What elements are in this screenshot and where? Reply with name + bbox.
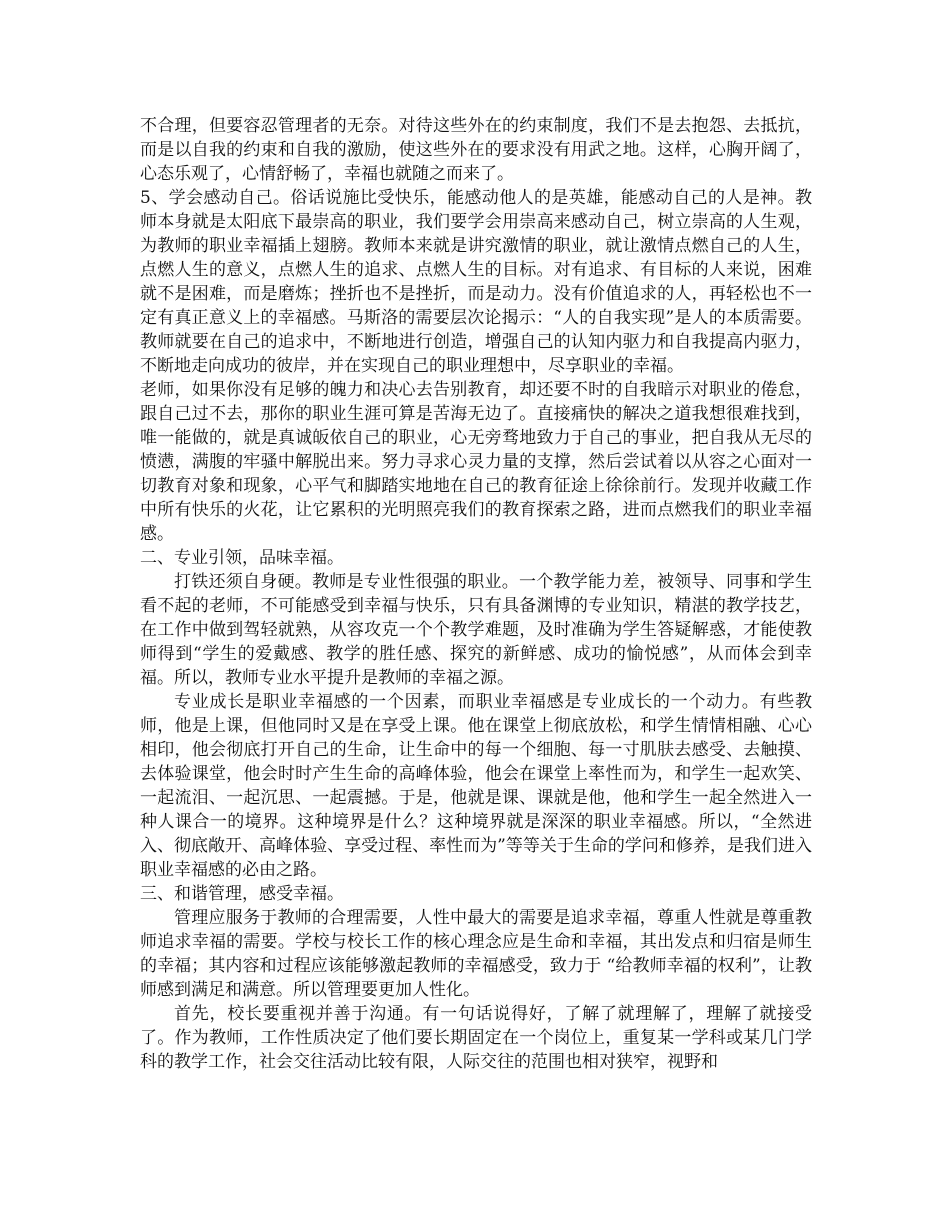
- section-heading-management: 三、和谐管理，感受幸福。: [140, 884, 344, 904]
- paragraph-professional-skill: 打铁还须自身硬。教师是专业性很强的职业。一个教学能力差，被领导、同事和学生看不起的老师，不可能感受到幸福与快乐，只有具备渊博的专业知识，精湛的教学技艺，在工作中做到驾轻就熟，从容攻克一个个教学难题，及时准确为学生答疑解惑，才能使教师得到“学生的爱戴感、教学的胜任感、探究的新鲜感、成功的愉悦感”，从而体会到幸福。所以，教师专业水平提升是教师的幸福之源。: [140, 572, 812, 688]
- paragraph-professional-growth: 专业成长是职业幸福感的一个因素，而职业幸福感是专业成长的一个动力。有些教师，他是上课，但他同时又是在享受上课。他在课堂上彻底放松，和学生情情相融、心心相印，他会彻底打开自己的生命，让生命中的每一个细胞、每一寸肌肤去感受、去触摸、去体验课堂，他会时时产生生命的高峰体验，他会在课堂上率性而为，和学生一起欢笑、一起流泪、一起沉思、一起震撼。于是，他就是课、课就是他，他和学生一起全然进入一种人课合一的境界。这种境界是什么？这种境界就是深深的职业幸福感。所以，“全然进入、彻底敞开、高峰体验、享受过程、率性而为”等等关于生命的学问和修养，是我们进入职业幸福感的必由之路。: [140, 692, 812, 880]
- paragraph-teacher-advice: 老师，如果你没有足够的魄力和决心去告别教育，却还要不时的自我暗示对职业的倦怠，跟自己过不去，那你的职业生涯可算是苦海无边了。直接痛快的解决之道我想很难找到，唯一能做的，就是真诚皈依自己的职业，心无旁骛地致力于自己的事业，把自我从无尽的愤懑，满腹的牢骚中解脱出来。努力寻求心灵力量的支撑，然后尝试着以从容之心面对一切教育对象和现象，心平气和脚踏实地地在自己的教育征途上徐徐前行。发现并收藏工作中所有快乐的火花，让它累积的光明照亮我们的教育探索之路，进而点燃我们的职业幸福感。: [140, 380, 812, 544]
- section-heading-professional: 二、专业引领，品味幸福。: [140, 548, 344, 568]
- paragraph-self-moving: 5、学会感动自己。俗话说施比受快乐，能感动他人的是英雄，能感动自己的人是神。教师本身就是太阳底下最崇高的职业，我们要学会用崇高来感动自己，树立崇高的人生观，为教师的职业幸福插上翅膀。教师本来就是讲究激情的职业，就让激情点燃自己的人生，点燃人生的意义，点燃人生的追求、点燃人生的目标。对有追求、有目标的人来说，困难就不是困难，而是磨炼；挫折也不是挫折，而是动力。没有价值追求的人，再轻松也不一定有真正意义上的幸福感。马斯洛的需要层次论揭示：“人的自我实现”是人的本质需要。教师就要在自己的追求中，不断地进行创造，增强自己的认知内驱力和自我提高内驱力，不断地走向成功的彼岸，并在实现自己的职业理想中，尽享职业的幸福。: [140, 188, 812, 376]
- paragraph-constraint-end: 不合理，但要容忍管理者的无奈。对待这些外在的约束制度，我们不是去抱怨、去抵抗，而是以自我的约束和自我的激励，使这些外在的要求没有用武之地。这样，心胸开阔了，心态乐观了，心情舒畅了，幸福也就随之而来了。: [140, 116, 812, 184]
- paragraph-management-needs: 管理应服务于教师的合理需要，人性中最大的需要是追求幸福，尊重人性就是尊重教师追求幸福的需要。学校与校长工作的核心理念应是生命和幸福，其出发点和归宿是师生的幸福；其内容和过程应该能够激起教师的幸福感受，致力于 “给教师幸福的权利”，让教师感到满足和满意。所以管理要更加人性化。: [140, 908, 812, 1000]
- document-body: [140, 114, 812, 1074]
- paragraph-communication: 首先，校长要重视并善于沟通。有一句话说得好，了解了就理解了，理解了就接受了。作为教师，工作性质决定了他们要长期固定在一个岗位上，重复某一学科或某几门学科的教学工作，社会交往活动比较有限，人际交往的范围也相对狭窄，视野和: [140, 1004, 812, 1072]
